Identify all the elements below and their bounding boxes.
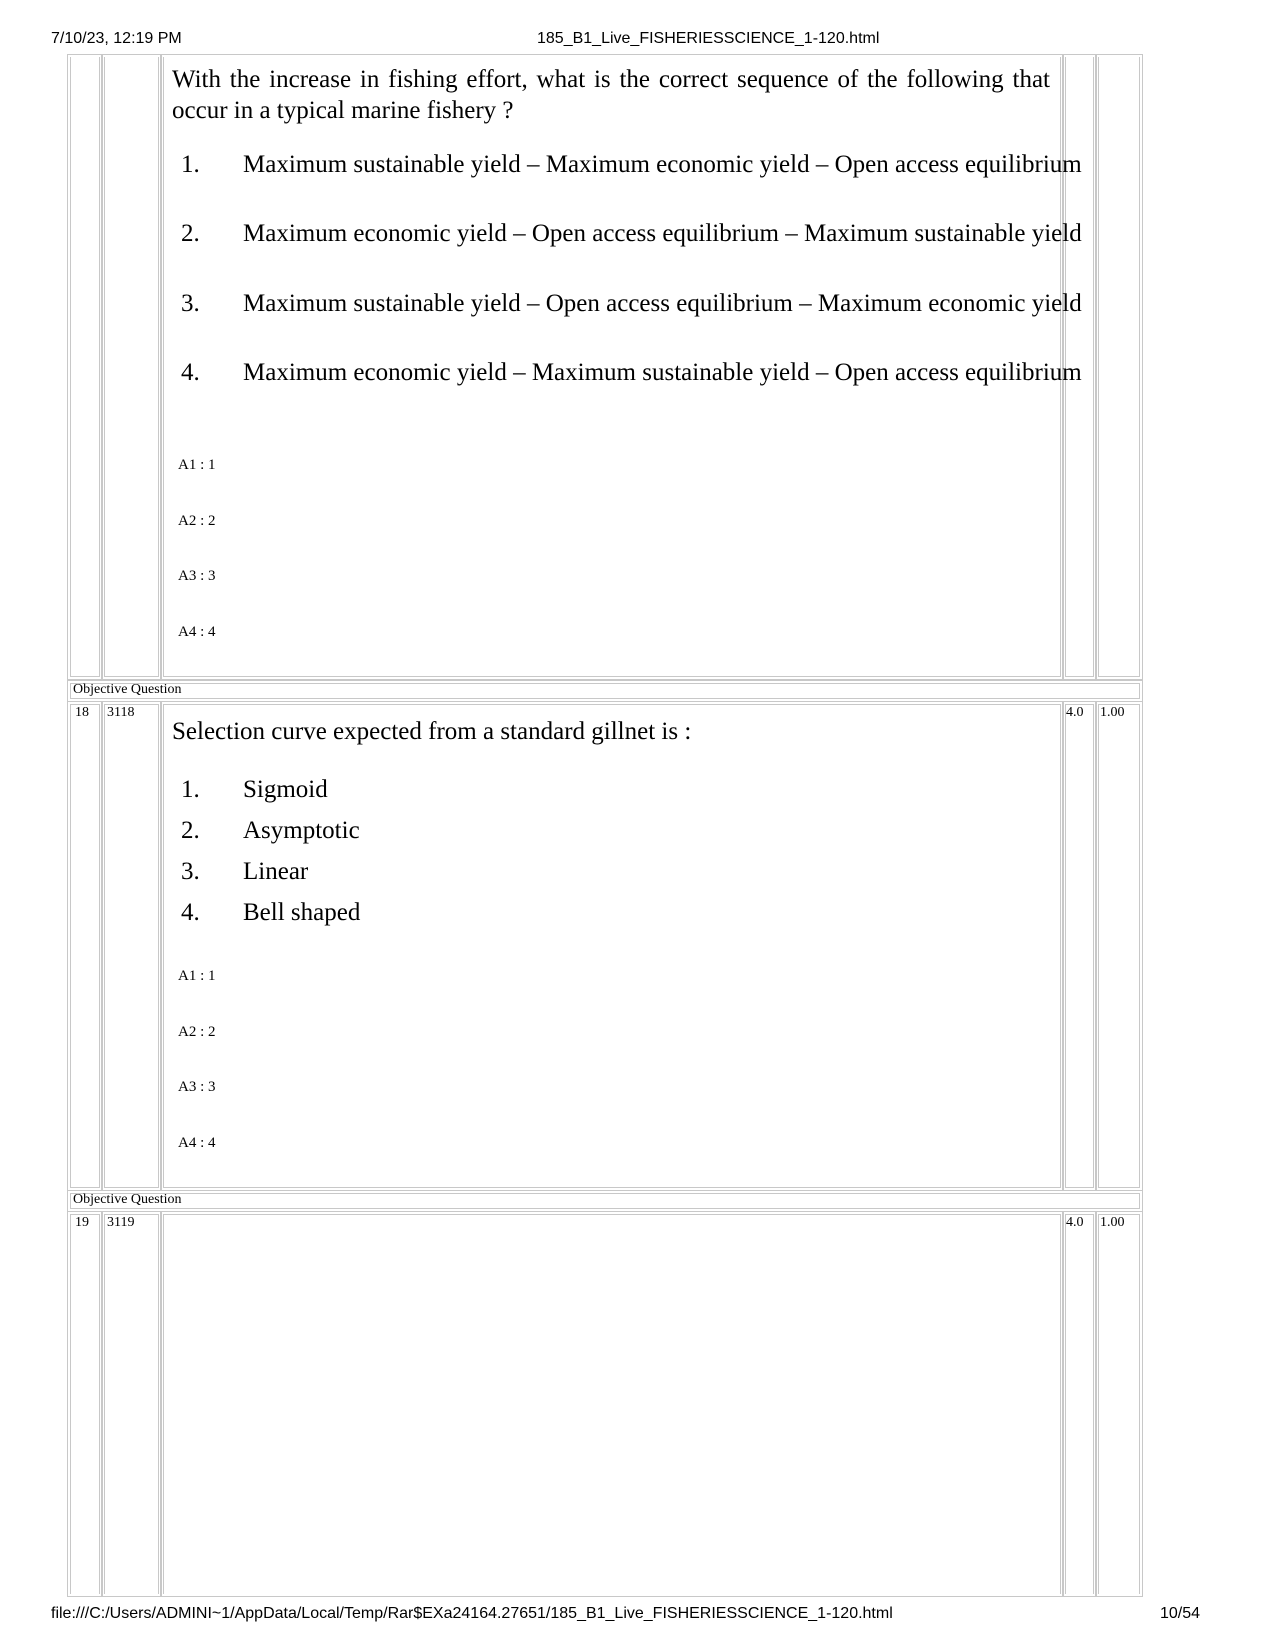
q18-option-3-text: Linear [243, 858, 309, 885]
q18-option-1 [181, 774, 1111, 805]
q17-option-1-number: 1. [181, 151, 200, 178]
q18-negative-marks: 1.00 [1100, 705, 1125, 720]
q18-marks: 4.0 [1066, 705, 1084, 720]
q18-option-1-text: Sigmoid [243, 776, 328, 803]
q17-answer-1: A1 : 1 [178, 457, 216, 473]
q18-option-3-number: 3. [181, 858, 200, 885]
q18-answer-2: A2 : 2 [178, 1024, 216, 1040]
header-datetime: 7/10/23, 12:19 PM [51, 30, 182, 47]
q18-option-4-number: 4. [181, 899, 200, 926]
q19-marks: 4.0 [1066, 1215, 1084, 1230]
q18-sno-cell [70, 704, 100, 1188]
q17-option-4-text: Maximum economic yield – Maximum sustainable yield – Open access equilibrium [243, 359, 1082, 386]
q18-option-2-text: Asymptotic [243, 817, 360, 844]
q18-option-4 [181, 897, 1111, 928]
q18-type-row [70, 683, 1140, 699]
q19-qid-cell [104, 1214, 159, 1594]
q18-answer-4: A4 : 4 [178, 1135, 216, 1151]
q18-answer-1: A1 : 1 [178, 968, 216, 984]
q19-negative-marks: 1.00 [1100, 1215, 1125, 1230]
q19-serial-number: 19 [75, 1215, 89, 1230]
q18-option-4-text: Bell shaped [243, 899, 361, 926]
q19-negative-cell [1098, 1214, 1140, 1594]
q17-option-2 [181, 218, 1111, 249]
q17-option-2-text: Maximum economic yield – Open access equilibrium – Maximum sustainable yield [243, 220, 1082, 247]
q19-question-id: 3119 [107, 1215, 135, 1230]
q17-option-1-text: Maximum sustainable yield – Maximum economic yield – Open access equilibrium [243, 151, 1082, 178]
footer-page-number: 10/54 [1160, 1605, 1201, 1622]
q17-option-3-text: Maximum sustainable yield – Open access equilibrium – Maximum economic yield [243, 290, 1082, 317]
footer-file-path: file:///C:/Users/ADMINI~1/AppData/Local/Temp/Rar$EXa24164.27651/185_B1_Live_FISHERIESSCIENCE_1-120.html [51, 1605, 893, 1622]
q17-option-4 [181, 357, 1111, 388]
q17-qid-cell [104, 57, 159, 677]
q17-option-2-number: 2. [181, 220, 200, 247]
q18-option-2 [181, 815, 1111, 846]
q18-qid-cell [104, 704, 159, 1188]
q19-marks-cell [1065, 1214, 1094, 1594]
q19-type-row [70, 1193, 1140, 1209]
q18-option-1-number: 1. [181, 776, 200, 803]
q17-option-3 [181, 288, 1111, 319]
q17-answer-3: A3 : 3 [178, 568, 216, 584]
q18-question-id: 3118 [107, 705, 135, 720]
q17-answer-2: A2 : 2 [178, 513, 216, 529]
q18-option-3 [181, 856, 1111, 887]
q18-type-label: Objective Question [73, 682, 182, 697]
q17-question-text: With the increase in fishing effort, what is the correct sequence of the following that occur in a typical marine fishery ? [172, 66, 1050, 124]
q17-option-1 [181, 149, 1111, 180]
q18-option-2-number: 2. [181, 817, 200, 844]
q18-answer-3: A3 : 3 [178, 1079, 216, 1095]
q19-question-cell [163, 1214, 1061, 1594]
q19-type-label: Objective Question [73, 1192, 182, 1207]
q17-option-3-number: 3. [181, 290, 200, 317]
header-doc-title: 185_B1_Live_FISHERIESSCIENCE_1-120.html [537, 30, 880, 47]
q18-serial-number: 18 [75, 705, 89, 720]
q18-question-text: Selection curve expected from a standard gillnet is : [172, 718, 692, 745]
q19-sno-cell [70, 1214, 100, 1594]
q17-answer-4: A4 : 4 [178, 624, 216, 640]
q17-option-4-number: 4. [181, 359, 200, 386]
q17-sno-cell [70, 57, 100, 677]
